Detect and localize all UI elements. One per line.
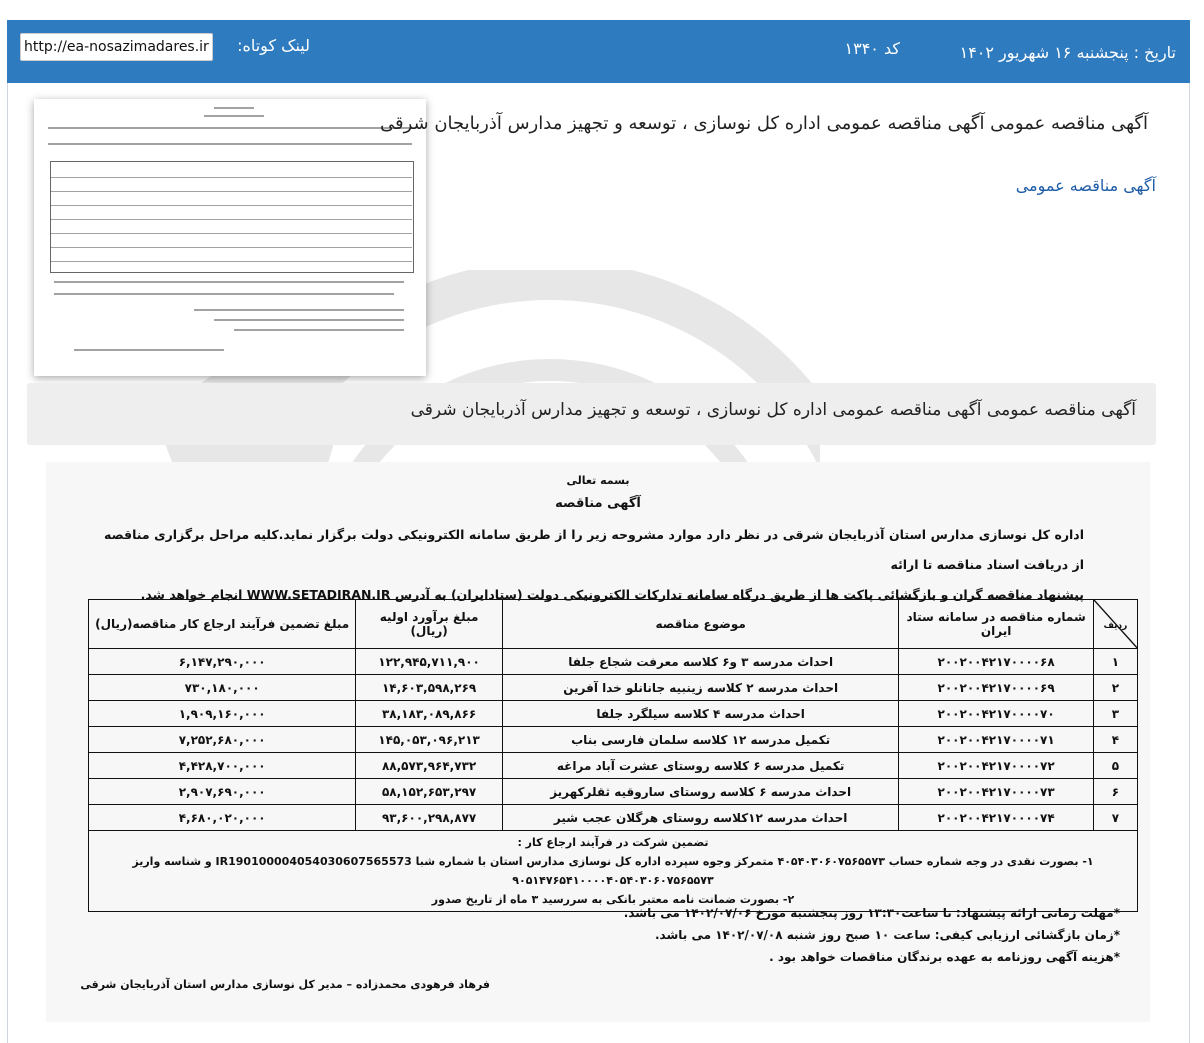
notice-notes	[624, 902, 1120, 968]
notice-heading: آگهی مناقصه	[555, 496, 641, 511]
cell-number: ۲۰۰۲۰۰۴۲۱۷۰۰۰۰۶۸	[899, 649, 1093, 675]
cell-number: ۲۰۰۲۰۰۴۲۱۷۰۰۰۰۷۰	[899, 701, 1093, 727]
cell-number: ۲۰۰۲۰۰۴۲۱۷۰۰۰۰۶۹	[899, 675, 1093, 701]
notice-signature: فرهاد فرهودی محمدزاده – مدیر کل نوسازی مدارس استان آذربایجان شرقی	[80, 978, 490, 991]
cell-number: ۲۰۰۲۰۰۴۲۱۷۰۰۰۰۷۴	[899, 805, 1093, 831]
cell-row: ۲	[1093, 675, 1137, 701]
table-header-row	[89, 600, 1138, 649]
cell-subject: احداث مدرسه ۴ کلاسه سیلگرد جلفا	[502, 701, 899, 727]
cell-guarantee: ۴,۴۲۸,۷۰۰,۰۰۰	[89, 753, 356, 779]
guarantee-row	[89, 831, 1138, 912]
cell-row: ۱	[1093, 649, 1137, 675]
header-tender-number: شماره مناقصه در سامانه ستاد ایران	[899, 600, 1093, 649]
cell-number: ۲۰۰۲۰۰۴۲۱۷۰۰۰۰۷۱	[899, 727, 1093, 753]
cell-row: ۶	[1093, 779, 1137, 805]
notice-intro-line-2: پیشنهاد مناقصه گران و بازگشائی پاکت ها از طریق درگاه سامانه تدارکات الکترونیکی دولت (ستادایران) به آدرس WWW.SETADIRAN.IR انجام خواهد شد.	[140, 587, 1084, 602]
cell-estimate: ۸۸,۵۷۳,۹۶۴,۷۳۲	[356, 753, 503, 779]
guarantee-title: تضمین شرکت در فرآیند ارجاع کار :	[517, 836, 709, 849]
table-row	[89, 805, 1138, 831]
header-guarantee: مبلغ تضمین فرآیند ارجاع کار مناقصه(ریال)	[89, 600, 356, 649]
cell-subject: احداث مدرسه ۶ کلاسه روستای ساروقیه ثقلرکهریز	[502, 779, 899, 805]
table-row	[89, 727, 1138, 753]
notice-intro-line-1: اداره کل نوسازی مدارس استان آذربایجان شرقی در نظر دارد موارد مشروحه زیر را از طریق سامانه الکترونیکی دولت برگزار نماید.کلیه مراحل برگزاری مناقصه از دریافت اسناد مناقصه تا ارائه	[104, 527, 1084, 572]
note-deadline: *مهلت زمانی ارائه پیشنهاد: تا ساعت۱۳:۳۰ روز پنجشنبه مورخ ۱۴۰۲/۰۷/۰۶ می باشد.	[623, 906, 1120, 920]
notice-document	[46, 462, 1150, 1022]
cell-estimate: ۳۸,۱۸۳,۰۸۹,۸۶۶	[356, 701, 503, 727]
short-link-input[interactable]	[20, 33, 213, 61]
cell-estimate: ۱۴,۶۰۳,۵۹۸,۲۶۹	[356, 675, 503, 701]
code-label: کد ۱۳۴۰	[844, 39, 900, 58]
table-row	[89, 675, 1138, 701]
cell-guarantee: ۷۳۰,۱۸۰,۰۰۰	[89, 675, 356, 701]
guarantee-cell	[89, 831, 1138, 912]
cell-guarantee: ۴,۶۸۰,۰۲۰,۰۰۰	[89, 805, 356, 831]
cell-estimate: ۱۴۵,۰۵۳,۰۹۶,۲۱۳	[356, 727, 503, 753]
cell-guarantee: ۶,۱۴۷,۲۹۰,۰۰۰	[89, 649, 356, 675]
cell-subject: احداث مدرسه ۱۲کلاسه روستای هرگلان عجب شیر	[502, 805, 899, 831]
tender-table	[88, 599, 1138, 912]
cell-subject: احداث مدرسه ۲ کلاسه زینبیه جانانلو خدا آفرین	[502, 675, 899, 701]
table-row	[89, 753, 1138, 779]
cell-guarantee: ۱,۹۰۹,۱۶۰,۰۰۰	[89, 701, 356, 727]
notice-intro	[104, 520, 1084, 610]
cell-guarantee: ۲,۹۰۷,۶۹۰,۰۰۰	[89, 779, 356, 805]
title-band	[27, 383, 1156, 445]
cell-estimate: ۹۳,۶۰۰,۲۹۸,۸۷۷	[356, 805, 503, 831]
cell-row: ۳	[1093, 701, 1137, 727]
cell-number: ۲۰۰۲۰۰۴۲۱۷۰۰۰۰۷۳	[899, 779, 1093, 805]
cell-estimate: ۵۸,۱۵۲,۶۵۳,۲۹۷	[356, 779, 503, 805]
header-estimate: مبلغ برآورد اولیه (ریال)	[356, 600, 503, 649]
cell-estimate: ۱۲۲,۹۴۵,۷۱۱,۹۰۰	[356, 649, 503, 675]
cell-row: ۴	[1093, 727, 1137, 753]
cell-number: ۲۰۰۲۰۰۴۲۱۷۰۰۰۰۷۲	[899, 753, 1093, 779]
guarantee-option-1: ۱- بصورت نقدی در وجه شماره حساب ۴۰۵۴۰۳۰۶۰۷۵۶۵۵۷۳ متمرکز وجوه سپرده اداره کل نوسازی مدارس استان با شماره شبا IR190100004054030607565573 و شناسه واریز ۹۰۵۱۴۷۶۵۴۱۰۰۰۰۴۰۵۴۰۳۰۶۰۷۵۶۵۵۷۳	[132, 855, 1094, 887]
guarantee-option-2: ۲- بصورت ضمانت نامه معتبر بانکی به سررسید ۳ ماه از تاریخ صدور	[431, 893, 795, 906]
cell-subject: احداث مدرسه ۳ و۶ کلاسه معرفت شجاع جلفا	[502, 649, 899, 675]
short-link-label: لینک کوتاه:	[237, 36, 310, 55]
band-title: آگهی مناقصه عمومی آگهی مناقصه عمومی اداره کل نوسازی ، توسعه و تجهیز مدارس آذربایجان شرقی	[410, 400, 1136, 420]
header-row-number: ردیف	[1093, 600, 1137, 649]
note-ad-cost: *هزینه آگهی روزنامه به عهده برندگان مناقصات خواهد بود .	[769, 950, 1120, 964]
header-subject: موضوع مناقصه	[502, 600, 899, 649]
notice-bismillah: بسمه تعالی	[566, 474, 630, 487]
table-row	[89, 649, 1138, 675]
date-label: تاریخ : پنجشنبه ۱۶ شهریور ۱۴۰۲	[959, 43, 1176, 62]
article-subtitle[interactable]: آگهی مناقصه عمومی	[1015, 176, 1156, 195]
cell-row: ۷	[1093, 805, 1137, 831]
notice-thumbnail[interactable]	[34, 99, 426, 376]
table-row	[89, 701, 1138, 727]
cell-subject: تکمیل مدرسه ۱۲ کلاسه سلمان فارسی بناب	[502, 727, 899, 753]
note-opening: *زمان بازگشائی ارزیابی کیفی: ساعت ۱۰ صبح روز شنبه ۱۴۰۲/۰۷/۰۸ می باشد.	[654, 928, 1120, 942]
article-title: آگهی مناقصه عمومی آگهی مناقصه عمومی اداره کل نوسازی ، توسعه و تجهیز مدارس آذربایجان شرقی	[379, 113, 1148, 134]
page-header	[7, 20, 1190, 83]
cell-row: ۵	[1093, 753, 1137, 779]
table-row	[89, 779, 1138, 805]
cell-subject: تکمیل مدرسه ۶ کلاسه روستای عشرت آباد مراغه	[502, 753, 899, 779]
cell-guarantee: ۷,۲۵۲,۶۸۰,۰۰۰	[89, 727, 356, 753]
